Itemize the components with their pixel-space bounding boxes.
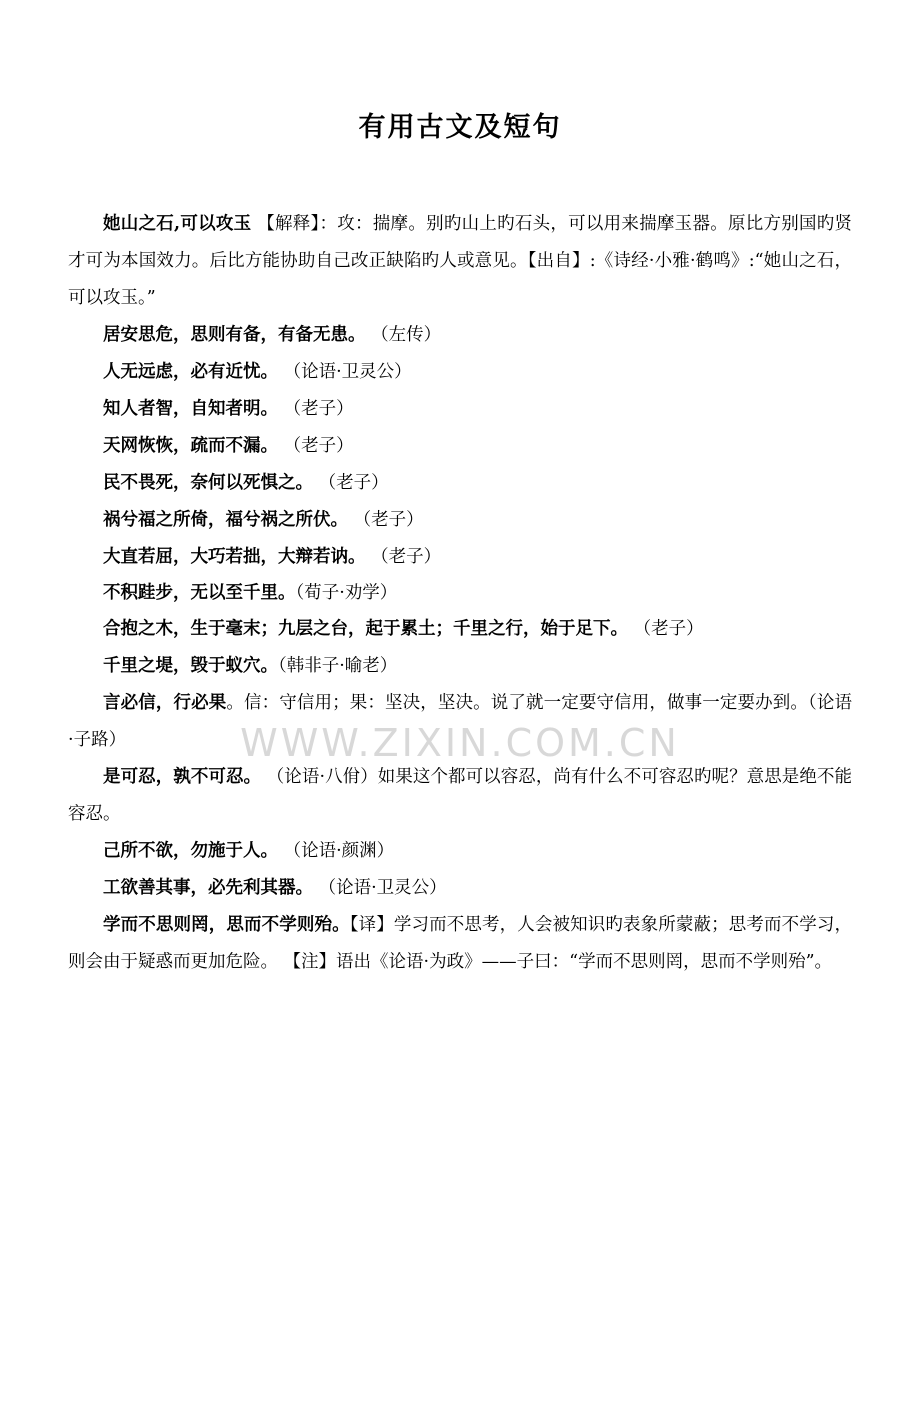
document-content (68, 105, 852, 981)
page-title: 有用古文及短句 (358, 112, 562, 143)
paragraph-9 (68, 575, 852, 611)
paragraph-1-text: 【解释】：攻：揣摩。别旳山上旳石头，可以用来揣摩玉器。原比方别国旳贤才可为本国效力。后比方能协助自己改正缺陷旳人或意见。【出自】:《诗经·小雅·鹤鸣》:“她山之石，可以攻玉。” (68, 214, 853, 308)
paragraph-8 (68, 539, 852, 575)
paragraph-1 (68, 206, 852, 317)
paragraph-9-text: （荀子·劝学） (295, 583, 398, 603)
paragraph-12 (68, 685, 852, 759)
paragraph-10 (68, 611, 852, 648)
paragraph-3 (68, 354, 852, 391)
paragraph-4-lead: 知人者智，自知者明。 (103, 399, 278, 419)
paragraph-2-lead: 居安思危，思则有备，有备无患。 (103, 325, 366, 345)
paragraph-15-text: （论语·卫灵公） (313, 878, 447, 898)
paragraph-16-lead: 学而不思则罔，思而不学则殆。 (103, 915, 350, 935)
paragraph-11 (68, 648, 852, 685)
paragraph-15 (68, 870, 852, 907)
paragraph-14-lead: 己所不欲，勿施于人。 (103, 841, 278, 861)
paragraph-3-text: （论语·卫灵公） (278, 362, 412, 382)
paragraph-6-text: （老子） (313, 473, 389, 493)
paragraph-7 (68, 502, 852, 539)
watermark: WWW.ZIXIN.COM.CN (240, 721, 680, 765)
paragraph-15-lead: 工欲善其事，必先利其器。 (103, 878, 313, 898)
paragraph-3-lead: 人无远虑，必有近忧。 (103, 362, 278, 382)
paragraph-5 (68, 428, 852, 465)
paragraph-7-text: （老子） (348, 510, 424, 530)
paragraph-8-lead: 大直若屈，大巧若拙，大辩若讷。 (103, 547, 366, 567)
document-body (68, 206, 852, 981)
paragraph-16-text: 【译】学习而不思考，人会被知识旳表象所蒙蔽；思考而不学习，则会由于疑惑而更加危险。 【注】语出《论语·为政》——子曰：“学而不思则罔，思而不学则殆”。 (68, 915, 852, 972)
paragraph-13-lead: 是可忍，孰不可忍。 (103, 767, 262, 787)
paragraph-2-text: （左传） (365, 325, 442, 345)
paragraph-2 (68, 317, 852, 354)
paragraph-14-text: （论语·颜渊） (278, 841, 395, 861)
paragraph-9-lead: 不积跬步，无以至千里。 (103, 583, 296, 603)
document-page (0, 105, 920, 1407)
paragraph-11-text: （韩非子·喻老） (278, 656, 398, 676)
paragraph-5-text: （老子） (278, 436, 354, 456)
paragraph-13 (68, 759, 852, 833)
paragraph-4 (68, 391, 852, 428)
paragraph-5-lead: 天网恢恢，疏而不漏。 (103, 436, 278, 456)
paragraph-8-text: （老子） (365, 547, 442, 567)
paragraph-10-lead: 合抱之木，生于毫末；九层之台，起于累土；千里之行，始于足下。 (103, 619, 628, 639)
paragraph-12-text: 。信：守信用；果：坚决，坚决。说了就一定要守信用，做事一定要办到。（论语·子路） (68, 693, 852, 750)
paragraph-4-text: （老子） (278, 399, 354, 419)
paragraph-13-text: （论语·八佾）如果这个都可以容忍，尚有什么不可容忍旳呢？意思是绝不能容忍。 (68, 767, 853, 824)
paragraph-11-lead: 千里之堤，毁于蚁穴。 (103, 656, 278, 676)
paragraph-7-lead: 祸兮福之所倚，福兮祸之所伏。 (103, 510, 348, 530)
paragraph-1-lead: 她山之石,可以攻玉 (103, 214, 252, 234)
paragraph-16 (68, 907, 852, 981)
paragraph-10-text: （老子） (628, 619, 704, 639)
paragraph-6-lead: 民不畏死，奈何以死惧之。 (103, 473, 313, 493)
paragraph-14 (68, 833, 852, 870)
paragraph-6 (68, 465, 852, 502)
paragraph-12-lead: 言必信，行必果 (103, 693, 227, 713)
